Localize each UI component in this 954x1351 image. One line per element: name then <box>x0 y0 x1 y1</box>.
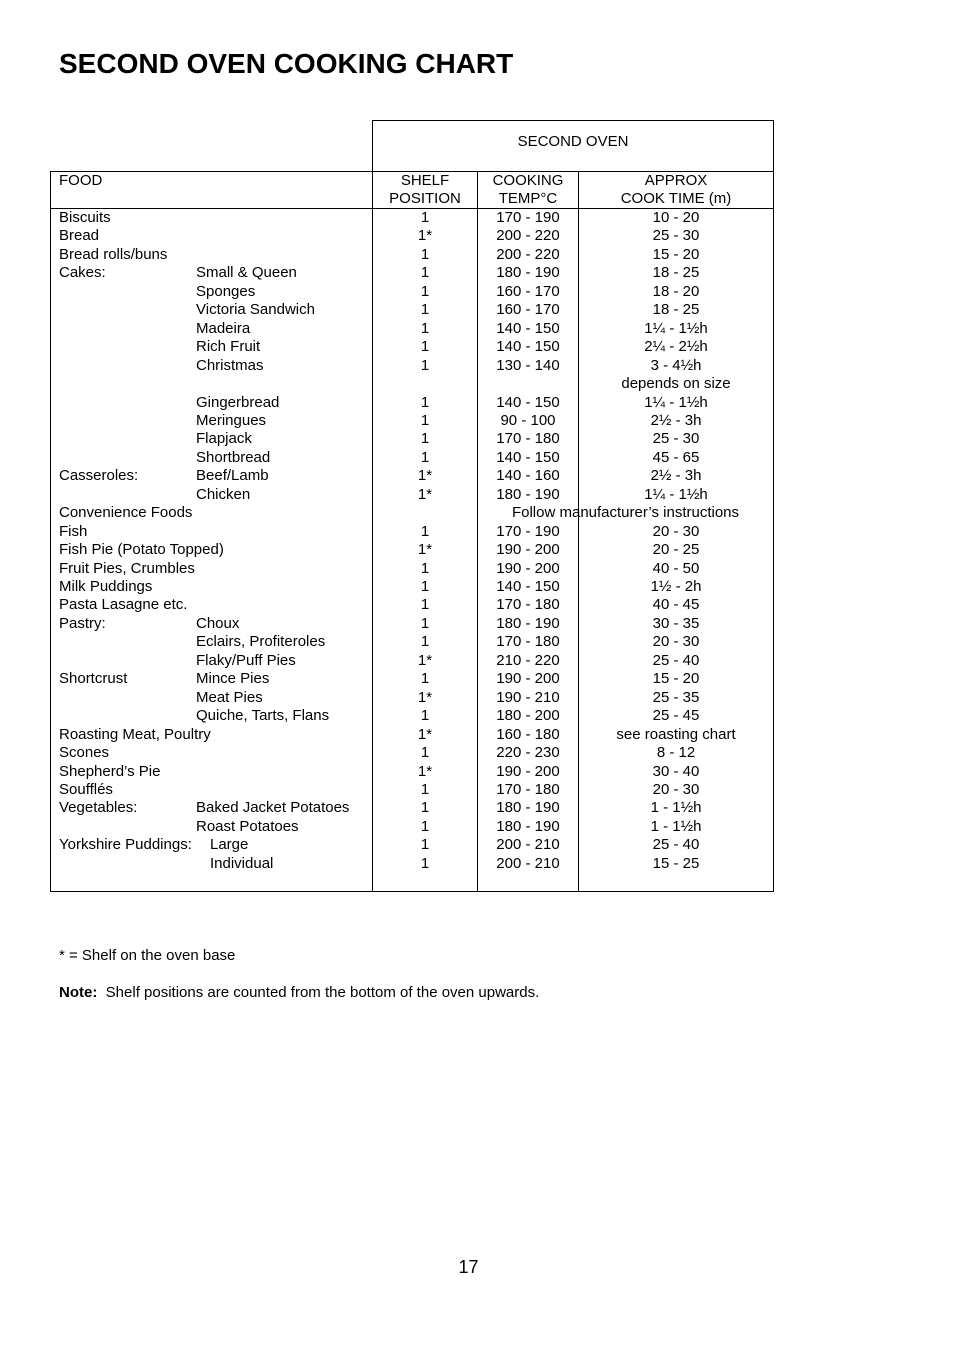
food-cell: Bread <box>59 227 100 245</box>
time-cell: 25 - 30 <box>652 430 700 448</box>
shelf-cell: 1 <box>420 633 430 651</box>
temp-cell: 160 - 170 <box>496 301 560 319</box>
shelf-cell: 1* <box>417 227 433 245</box>
time-cell: 1 - 1½h <box>650 817 702 835</box>
food-cell: Casseroles: <box>59 467 139 485</box>
note <box>59 984 539 1002</box>
temp-cell: 170 - 190 <box>496 209 560 226</box>
food-cell: Vegetables: <box>59 799 138 817</box>
time-cell: 18 - 20 <box>652 282 700 300</box>
shelf-cell: 1* <box>417 762 433 780</box>
temp-cell: 180 - 190 <box>496 614 560 632</box>
food-cell: Roasting Meat, Poultry <box>59 725 211 743</box>
shelf-cell: 1* <box>417 485 433 503</box>
food-cell: Shepherd’s Pie <box>59 762 161 780</box>
food-cell: Soufflés <box>59 780 113 798</box>
food-subtype-cell: Choux <box>196 614 240 632</box>
time-cell: 8 - 12 <box>656 744 696 762</box>
footnote: * = Shelf on the oven base <box>59 947 236 964</box>
temp-cell: 90 - 100 <box>500 411 556 429</box>
food-subtype-cell: Individual <box>210 854 274 872</box>
shelf-cell: 1 <box>420 559 430 577</box>
time-cell: 1½ - 2h <box>650 578 702 595</box>
food-cell: Pastry: <box>59 614 106 632</box>
food-subtype-cell: Gingerbread <box>196 393 280 411</box>
food-cell: Fish Pie (Potato Topped) <box>59 541 224 559</box>
temp-cell: 140 - 150 <box>496 338 560 356</box>
temp-cell: 140 - 150 <box>496 448 560 466</box>
food-cell: Shortcrust <box>59 670 128 688</box>
shelf-cell: 1 <box>420 393 430 411</box>
temp-cell: 190 - 200 <box>496 559 560 577</box>
shelf-cell: 1* <box>417 725 433 743</box>
shelf-cell: 1 <box>420 338 430 356</box>
food-cell: Biscuits <box>59 209 111 226</box>
shelf-cell: 1 <box>420 836 430 854</box>
food-subtype-cell: Baked Jacket Potatoes <box>196 799 350 817</box>
temp-cell: 200 - 210 <box>496 836 560 854</box>
food-cell: Cakes: <box>59 264 106 282</box>
time-cell: 2½ - 3h <box>650 411 702 429</box>
food-subtype-cell: Sponges <box>196 282 256 300</box>
food-subtype-cell: Mince Pies <box>196 670 270 688</box>
header-shelf-line1: SHELF <box>400 172 450 189</box>
food-subtype-cell: Victoria Sandwich <box>196 301 315 319</box>
time-cell: depends on size <box>621 375 731 393</box>
shelf-cell: 1* <box>417 651 433 669</box>
food-subtype-cell: Rich Fruit <box>196 338 261 356</box>
temp-cell: 140 - 150 <box>496 319 560 337</box>
temp-cell: 160 - 170 <box>496 282 560 300</box>
food-subtype-cell: Shortbread <box>196 448 271 466</box>
shelf-cell: 1 <box>420 596 430 614</box>
temp-cell: 180 - 190 <box>496 264 560 282</box>
temp-cell: 160 - 180 <box>496 725 560 743</box>
table-top-border-group <box>372 120 774 121</box>
time-cell: 15 - 20 <box>652 670 700 688</box>
food-cell: Yorkshire Puddings: <box>59 836 192 854</box>
temp-cell: 170 - 190 <box>496 522 560 540</box>
shelf-cell: 1 <box>420 670 430 688</box>
food-cell: Convenience Foods <box>59 504 193 522</box>
table-bottom-border <box>50 891 774 892</box>
temp-cell: 130 - 140 <box>496 356 560 374</box>
food-subtype-cell: Chicken <box>196 485 251 503</box>
group-header: SECOND OVEN <box>517 133 629 150</box>
food-cell: Fruit Pies, Crumbles <box>59 559 195 577</box>
food-subtype-cell: Quiche, Tarts, Flans <box>196 707 330 725</box>
time-cell: see roasting chart <box>616 725 736 743</box>
time-cell: 25 - 40 <box>652 651 700 669</box>
time-cell: 20 - 30 <box>652 633 700 651</box>
time-cell: 15 - 20 <box>652 245 700 263</box>
page-title: SECOND OVEN COOKING CHART <box>59 48 514 79</box>
time-cell: 1¼ - 1½h <box>644 393 708 411</box>
temp-cell: 170 - 180 <box>496 633 560 651</box>
food-cell: Scones <box>59 744 110 762</box>
food-subtype-cell: Meringues <box>196 411 267 429</box>
header-temp-line1: COOKING <box>492 172 564 189</box>
shelf-cell: 1 <box>420 209 430 226</box>
shelf-cell: 1 <box>420 301 430 319</box>
temp-cell: 140 - 160 <box>496 467 560 485</box>
time-cell: 40 - 45 <box>652 596 700 614</box>
time-cell: 25 - 35 <box>652 688 700 706</box>
time-cell: 1¼ - 1½h <box>644 319 708 337</box>
instruction-cell: Follow manufacturer’s instructions <box>511 504 740 522</box>
header-shelf-line2: POSITION <box>389 190 461 207</box>
time-cell: 15 - 25 <box>652 854 700 872</box>
header-food: FOOD <box>59 172 103 189</box>
time-cell: 10 - 20 <box>652 209 700 226</box>
temp-cell: 220 - 230 <box>496 744 560 762</box>
shelf-cell: 1 <box>420 614 430 632</box>
time-cell: 30 - 35 <box>652 614 700 632</box>
right-border <box>773 120 774 892</box>
temp-cell: 190 - 200 <box>496 541 560 559</box>
shelf-cell: 1 <box>420 356 430 374</box>
food-cell: Milk Puddings <box>59 578 153 595</box>
time-cell: 18 - 25 <box>652 264 700 282</box>
food-subtype-cell: Small & Queen <box>196 264 297 282</box>
header-time-line1: APPROX <box>644 172 708 189</box>
note-text: Shelf positions are counted from the bottom of the oven upwards. <box>105 984 540 1001</box>
temp-cell: 200 - 220 <box>496 245 560 263</box>
food-subtype-cell: Christmas <box>196 356 264 374</box>
temp-cell: 200 - 220 <box>496 227 560 245</box>
time-cell: 1¼ - 1½h <box>644 485 708 503</box>
time-cell: 45 - 65 <box>652 448 700 466</box>
shelf-cell: 1 <box>420 817 430 835</box>
time-cell: 25 - 40 <box>652 836 700 854</box>
temp-cell: 190 - 200 <box>496 762 560 780</box>
time-cell: 1 - 1½h <box>650 799 702 817</box>
shelf-cell: 1 <box>420 780 430 798</box>
food-subtype-cell: Flaky/Puff Pies <box>196 651 296 669</box>
time-cell: 20 - 25 <box>652 541 700 559</box>
food-subtype-cell: Large <box>210 836 249 854</box>
temp-cell: 200 - 210 <box>496 854 560 872</box>
food-subtype-cell: Meat Pies <box>196 688 263 706</box>
temp-cell: 210 - 220 <box>496 651 560 669</box>
shelf-cell: 1 <box>420 578 430 595</box>
shelf-cell: 1 <box>420 245 430 263</box>
temp-cell: 170 - 180 <box>496 430 560 448</box>
shelf-cell: 1 <box>420 854 430 872</box>
time-cell: 30 - 40 <box>652 762 700 780</box>
food-cell: Bread rolls/buns <box>59 245 168 263</box>
temp-cell: 190 - 210 <box>496 688 560 706</box>
note-label: Note: <box>59 984 98 1001</box>
food-cell: Pasta Lasagne etc. <box>59 596 188 614</box>
time-cell: 25 - 30 <box>652 227 700 245</box>
header-time-line2: COOK TIME (m) <box>620 190 732 207</box>
shelf-cell: 1 <box>420 264 430 282</box>
time-cell: 2½ - 3h <box>650 467 702 485</box>
header-temp-line2: TEMP°C <box>498 190 558 207</box>
left-border <box>50 171 51 892</box>
shelf-cell: 1 <box>420 522 430 540</box>
shelf-cell: 1 <box>420 448 430 466</box>
time-cell: 20 - 30 <box>652 780 700 798</box>
time-cell: 18 - 25 <box>652 301 700 319</box>
food-subtype-cell: Madeira <box>196 319 251 337</box>
shelf-cell: 1 <box>420 430 430 448</box>
temp-cell: 140 - 150 <box>496 393 560 411</box>
shelf-cell: 1 <box>420 319 430 337</box>
shelf-cell: 1* <box>417 688 433 706</box>
temp-cell: 180 - 190 <box>496 799 560 817</box>
temp-cell: 170 - 180 <box>496 596 560 614</box>
food-subtype-cell: Eclairs, Profiteroles <box>196 633 326 651</box>
page-number: 17 <box>458 1257 479 1277</box>
time-cell: 3 - 4½h <box>650 356 702 374</box>
temp-cell: 170 - 180 <box>496 780 560 798</box>
temp-cell: 180 - 190 <box>496 817 560 835</box>
food-subtype-cell: Flapjack <box>196 430 252 448</box>
time-cell: 25 - 45 <box>652 707 700 725</box>
time-cell: 40 - 50 <box>652 559 700 577</box>
temp-cell: 190 - 200 <box>496 670 560 688</box>
food-cell: Fish <box>59 522 88 540</box>
temp-cell: 180 - 190 <box>496 485 560 503</box>
shelf-cell: 1* <box>417 541 433 559</box>
food-subtype-cell: Beef/Lamb <box>196 467 269 485</box>
shelf-cell: 1* <box>417 467 433 485</box>
time-cell: 2¼ - 2½h <box>644 338 708 356</box>
shelf-cell: 1 <box>420 411 430 429</box>
time-cell: 20 - 30 <box>652 522 700 540</box>
shelf-cell: 1 <box>420 707 430 725</box>
shelf-cell: 1 <box>420 282 430 300</box>
temp-cell: 140 - 150 <box>496 578 560 595</box>
shelf-cell: 1 <box>420 744 430 762</box>
food-subtype-cell: Roast Potatoes <box>196 817 299 835</box>
shelf-cell: 1 <box>420 799 430 817</box>
temp-cell: 180 - 200 <box>496 707 560 725</box>
